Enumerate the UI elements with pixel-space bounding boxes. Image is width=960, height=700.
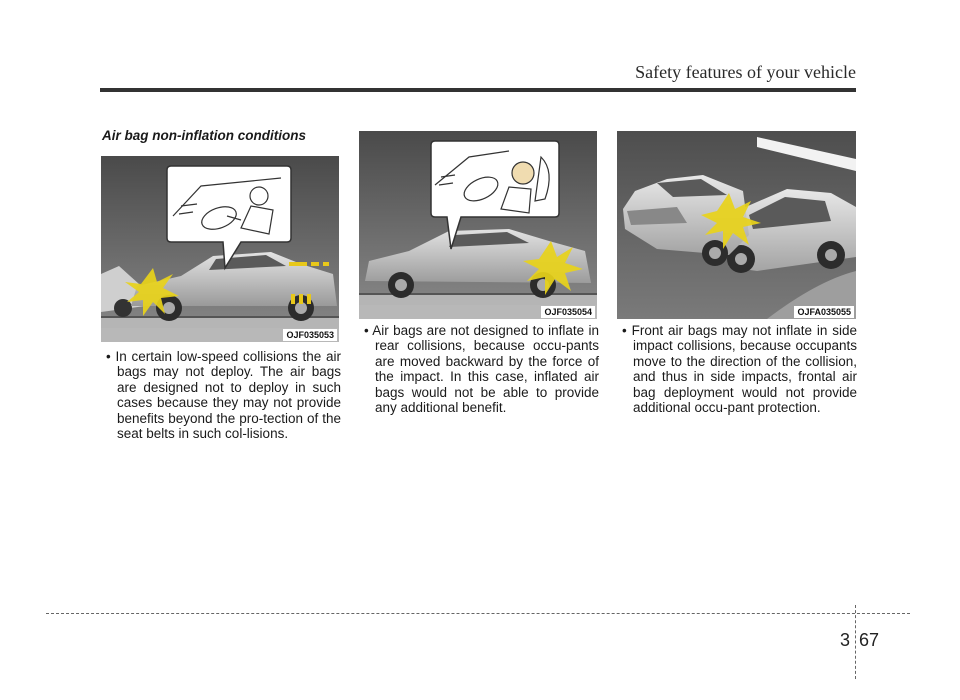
figure-code: OJF035053 (283, 329, 337, 341)
low-speed-collision-illustration (101, 156, 339, 342)
section-title: Air bag non-inflation conditions (102, 128, 306, 143)
side-impact-illustration (617, 131, 856, 319)
bullet-low-speed: • In certain low-speed collisions the air bags may not deploy. The air bags are designed not to deploy in such cases because they may not provide benefits beyond the pro-tection of the seat belts in such col-lisions. (106, 349, 341, 442)
figure-code: OJF035054 (541, 306, 595, 318)
figure-low-speed-collision (101, 156, 339, 342)
header-rule (100, 88, 856, 92)
figure-rear-collision (359, 131, 597, 319)
figure-code: OJFA035055 (794, 306, 854, 318)
footer-page-divider (855, 605, 856, 679)
header-title: Safety features of your vehicle (635, 62, 856, 82)
chapter-number: 3 (840, 630, 851, 650)
bullet-rear-collision: • Air bags are not designed to inflate in rear collisions, because occu-pants are moved backward by the force of the impact. In this case, inflated air bags would not be able to provide any additional benefit. (364, 323, 599, 416)
figure-side-impact (617, 131, 856, 319)
rear-collision-illustration (359, 131, 597, 319)
page-number: 67 (859, 630, 880, 650)
bullet-side-impact: • Front air bags may not inflate in side impact collisions, because occupants move to the direction of the collision, and thus in side impacts, frontal air bag deployment would not provide additional occu-pant protection. (622, 323, 857, 416)
footer-divider (46, 613, 910, 614)
